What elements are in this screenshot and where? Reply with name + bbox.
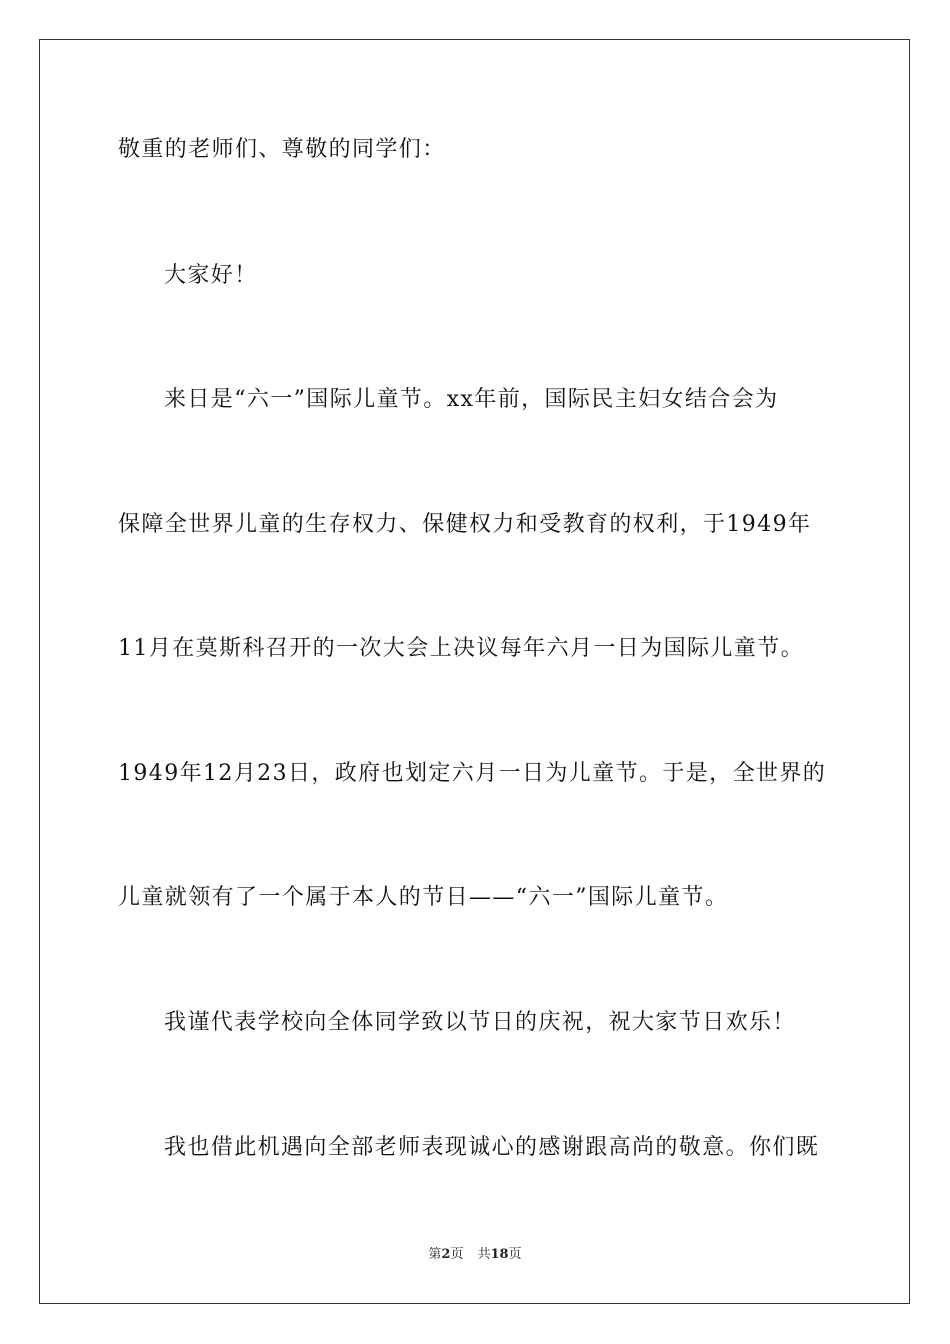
paragraph-line: 保障全世界儿童的生存权力、保健权力和受教育的权利，于1949年 — [118, 512, 812, 537]
page-border — [39, 39, 910, 1304]
paragraph-line: 来日是“六一”国际儿童节。xx年前，国际民主妇女结合会为 — [164, 387, 779, 412]
paragraph-line: 我也借此机遇向全部老师表现诚心的感谢跟高尚的敬意。你们既 — [164, 1135, 820, 1160]
page-suffix: 页 — [450, 1247, 464, 1262]
total-prefix: 共 — [477, 1247, 491, 1262]
paragraph-line: 11月在莫斯科召开的一次大会上决议每年六月一日为国际儿童节。 — [118, 636, 804, 661]
paragraph-line: 儿童就领有了一个属于本人的节日——“六一”国际儿童节。 — [118, 885, 729, 910]
total-suffix: 页 — [508, 1247, 522, 1262]
total-pages: 18 — [490, 1247, 509, 1262]
page-prefix: 第 — [428, 1247, 442, 1262]
page-number: 2 — [441, 1247, 451, 1262]
paragraph-line: 1949年12月23日，政府也划定六月一日为儿童节。于是，全世界的 — [118, 761, 827, 786]
paragraph-line: 我谨代表学校向全体同学致以节日的庆祝，祝大家节日欢乐！ — [164, 1010, 796, 1035]
salutation-line: 敬重的老师们、尊敬的同学们： — [118, 137, 446, 162]
page-footer — [0, 1246, 950, 1264]
greeting-line: 大家好！ — [164, 263, 258, 288]
